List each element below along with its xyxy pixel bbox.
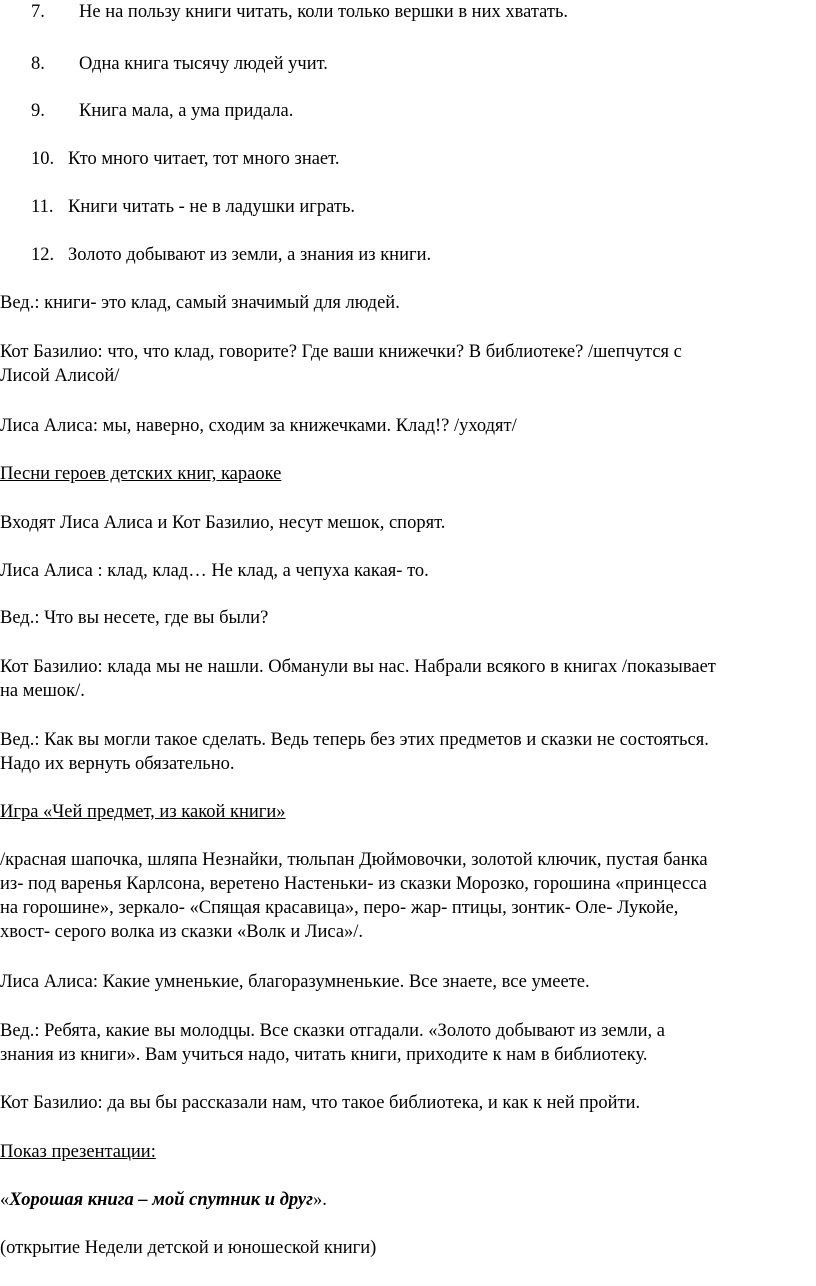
title-line <box>0 1188 816 1212</box>
title-text: Хорошая книга – мой спутник и друг <box>9 1190 313 1210</box>
text-line: Лисой Алисой/ <box>0 366 120 386</box>
presentation-title <box>0 1188 816 1212</box>
text-line: Лиса Алиса : клад, клад… Не клад, а чепуха какая- то. <box>0 561 429 581</box>
text-line: Лиса Алиса: мы, наверно, сходим за книжечками. Клад!? /уходят/ <box>0 416 517 436</box>
text-line: Лиса Алиса: Какие умненькие, благоразумненькие. Все знаете, все умеете. <box>0 972 590 992</box>
paragraph <box>0 728 816 776</box>
paragraph <box>0 606 816 630</box>
list-number: 11. <box>31 197 54 217</box>
list-item-7 <box>31 0 568 24</box>
quote-open: « <box>0 1190 10 1210</box>
list-item-11 <box>31 195 355 219</box>
list-text: Книги читать - не в ладушки играть. <box>68 197 356 217</box>
quote-close: ». <box>312 1190 327 1210</box>
list-number: 12. <box>31 245 55 265</box>
paragraph <box>0 414 816 438</box>
list-text: Одна книга тысячу людей учит. <box>79 54 328 74</box>
text-line: Вед.: Как вы могли такое сделать. Ведь теперь без этих предметов и сказки не состояться. <box>0 730 709 750</box>
list-number: 10. <box>31 149 55 169</box>
section-heading <box>0 800 816 824</box>
paragraph <box>0 1019 816 1067</box>
list-text: Кто много читает, тот много знает. <box>68 149 340 169</box>
list-text: Золото добывают из земли, а знания из книги. <box>68 245 432 265</box>
text-line: на мешок/. <box>0 681 85 701</box>
list-item-10 <box>31 147 339 171</box>
text-line: хвост- серого волка из сказки «Волк и Лиса»/. <box>0 922 364 942</box>
heading-text: Игра «Чей предмет, из какой книги» <box>0 802 286 822</box>
text-line: /красная шапочка, шляпа Незнайки, тюльпан Дюймовочки, золотой ключик, пустая банка <box>0 850 708 870</box>
text-line: из- под варенья Карлсона, веретено Настеньки- из сказки Морозко, горошина «принцесса <box>0 874 707 894</box>
list-number: 9. <box>31 101 45 121</box>
list-item-8 <box>31 52 328 76</box>
text-line: Входят Лиса Алиса и Кот Базилио, несут мешок, спорят. <box>0 513 446 533</box>
text-line: (открытие Недели детской и юношеской книги) <box>0 1238 377 1258</box>
text-line: Надо их вернуть обязательно. <box>0 754 235 774</box>
text-line: Кот Базилио: клада мы не нашли. Обманули вы нас. Набрали всякого в книгах /показывает <box>0 657 716 677</box>
heading-text: Песни героев детских книг, караоке <box>0 464 282 484</box>
section-heading <box>0 462 816 486</box>
text-line: Вед.: Что вы несете, где вы были? <box>0 608 269 628</box>
paragraph <box>0 848 816 944</box>
paragraph <box>0 291 816 315</box>
text-line: Вед.: книги- это клад, самый значимый для людей. <box>0 293 400 313</box>
text-line: Вед.: Ребята, какие вы молодцы. Все сказки отгадали. «Золото добывают из земли, а <box>0 1021 665 1041</box>
list-item-12 <box>31 243 431 267</box>
text-line: знания из книги». Вам учиться надо, читать книги, приходите к нам в библиотеку. <box>0 1045 648 1065</box>
text-line: на горошине», зеркало- «Спящая красавица», перо- жар- птицы, зонтик- Оле- Лукойе, <box>0 898 679 918</box>
list-text: Книга мала, а ума придала. <box>79 101 294 121</box>
paragraph <box>0 655 816 703</box>
paragraph <box>0 970 816 994</box>
section-heading <box>0 1140 816 1164</box>
list-text: Не на пользу книги читать, коли только вершки в них хватать. <box>79 2 569 22</box>
paragraph <box>0 511 816 535</box>
heading-text: Показ презентации: <box>0 1142 156 1162</box>
text-line: Кот Базилио: да вы бы рассказали нам, что такое библиотека, и как к ней пройти. <box>0 1093 641 1113</box>
paragraph <box>0 340 816 388</box>
list-item-9 <box>31 99 293 123</box>
paragraph <box>0 1091 816 1115</box>
text-line: Кот Базилио: что, что клад, говорите? Где ваши книжечки? В библиотеке? /шепчутся с <box>0 342 682 362</box>
paragraph <box>0 1236 816 1260</box>
list-number: 8. <box>31 54 45 74</box>
list-number: 7. <box>31 2 45 22</box>
paragraph <box>0 559 816 583</box>
